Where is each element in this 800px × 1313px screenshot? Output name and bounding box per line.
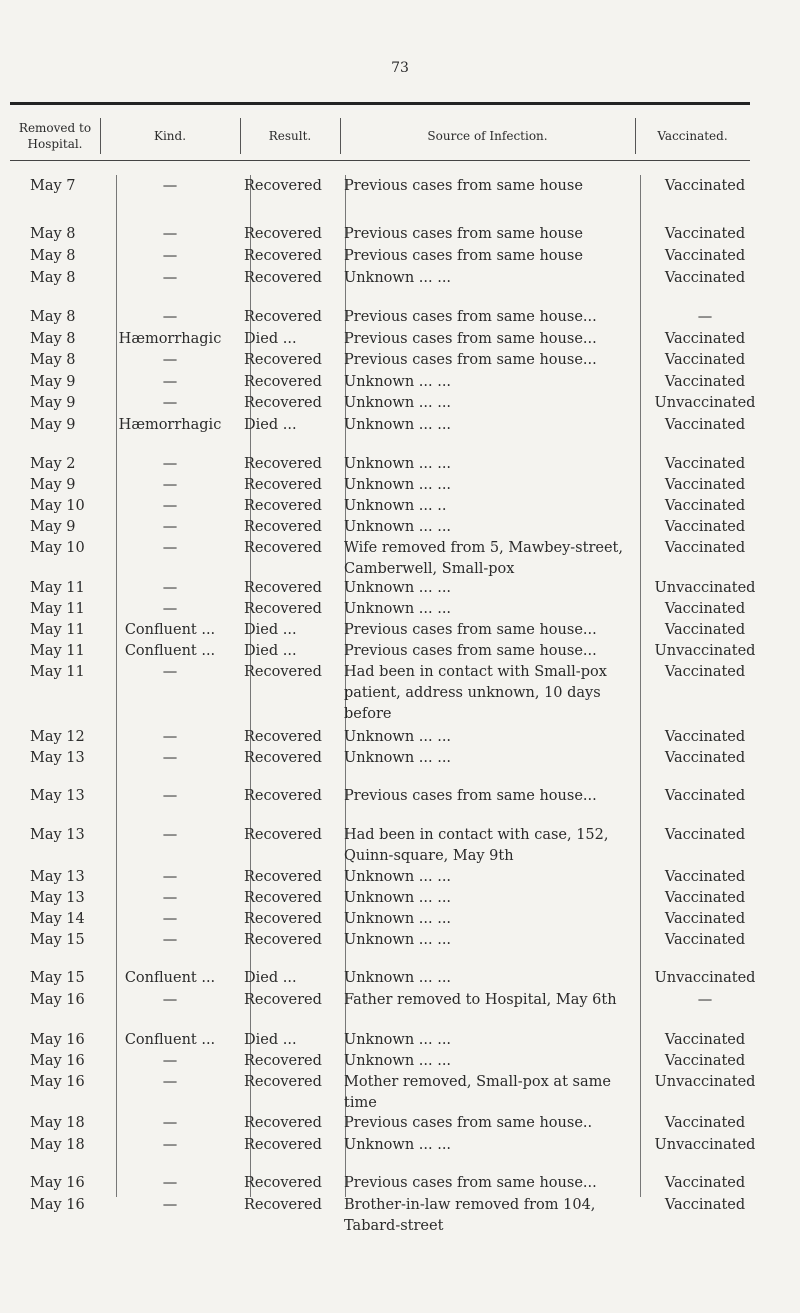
header-removed: Removed to Hospital. bbox=[10, 118, 101, 154]
source-cell: Unknown ... ... bbox=[344, 890, 452, 906]
header-kind: Kind. bbox=[100, 118, 241, 154]
source-cell: Previous cases from same house... bbox=[344, 622, 597, 638]
vaccinated-cell: Vaccinated bbox=[664, 622, 746, 638]
kind-cell: — bbox=[162, 788, 178, 804]
vaccinated-cell: Vaccinated bbox=[664, 519, 746, 535]
vaccinated-cell: Vaccinated bbox=[664, 911, 746, 927]
header-vaccinated: Vaccinated. bbox=[657, 129, 728, 143]
result-cell: Recovered bbox=[244, 580, 322, 596]
vaccinated-cell: Vaccinated bbox=[664, 178, 746, 194]
result-cell: Recovered bbox=[244, 1197, 322, 1213]
vaccinated-cell: Vaccinated bbox=[664, 788, 746, 804]
kind-cell: — bbox=[162, 540, 178, 556]
removed-date: May 14 bbox=[30, 911, 85, 927]
vaccinated-cell: Vaccinated bbox=[664, 1115, 746, 1131]
source-cell: Unknown ... ... bbox=[344, 601, 452, 617]
result-cell: Recovered bbox=[244, 869, 322, 885]
vaccinated-cell: Unvaccinated bbox=[654, 1137, 756, 1153]
result-cell: Died ... bbox=[244, 331, 297, 347]
kind-cell: — bbox=[162, 374, 178, 390]
source-cell: Previous cases from same house bbox=[344, 226, 583, 242]
source-cell: Previous cases from same house... bbox=[344, 309, 597, 325]
header-result: Result. bbox=[240, 118, 341, 154]
removed-date: May 9 bbox=[30, 374, 76, 390]
removed-date: May 9 bbox=[30, 477, 76, 493]
result-cell: Recovered bbox=[244, 456, 322, 472]
kind-cell: — bbox=[162, 992, 178, 1008]
removed-date: May 9 bbox=[30, 417, 76, 433]
page-number: 73 bbox=[391, 60, 409, 76]
removed-date: May 16 bbox=[30, 1175, 85, 1191]
result-cell: Recovered bbox=[244, 932, 322, 948]
vaccinated-cell: Unvaccinated bbox=[654, 970, 756, 986]
source-cell: Previous cases from same house bbox=[344, 178, 583, 194]
vaccinated-cell: Vaccinated bbox=[664, 498, 746, 514]
result-cell: Died ... bbox=[244, 1032, 297, 1048]
result-cell: Recovered bbox=[244, 1053, 322, 1069]
table-header bbox=[10, 112, 750, 161]
removed-date: May 11 bbox=[30, 601, 85, 617]
kind-cell: — bbox=[162, 580, 178, 596]
removed-date: May 16 bbox=[30, 992, 85, 1008]
vaccinated-cell: Vaccinated bbox=[664, 1032, 746, 1048]
kind-cell: — bbox=[162, 395, 178, 411]
source-cell: Previous cases from same house... bbox=[344, 788, 597, 804]
kind-cell: — bbox=[162, 911, 178, 927]
vaccinated-cell: — bbox=[697, 309, 713, 325]
result-cell: Recovered bbox=[244, 750, 322, 766]
result-cell: Recovered bbox=[244, 248, 322, 264]
vaccinated-cell: Vaccinated bbox=[664, 664, 746, 680]
removed-date: May 16 bbox=[30, 1197, 85, 1213]
removed-date: May 8 bbox=[30, 226, 76, 242]
removed-date: May 10 bbox=[30, 498, 85, 514]
result-cell: Died ... bbox=[244, 643, 297, 659]
removed-date: May 13 bbox=[30, 890, 85, 906]
removed-date: May 7 bbox=[30, 178, 76, 194]
source-cell: Brother-in-law removed from 104, Tabard-street bbox=[344, 1197, 596, 1234]
result-cell: Recovered bbox=[244, 890, 322, 906]
kind-cell: — bbox=[162, 827, 178, 843]
kind-cell: — bbox=[162, 890, 178, 906]
kind-cell: — bbox=[162, 456, 178, 472]
result-cell: Recovered bbox=[244, 270, 322, 286]
kind-cell: — bbox=[162, 729, 178, 745]
kind-cell: Hæmorrhagic bbox=[118, 331, 222, 347]
kind-cell: — bbox=[162, 1074, 178, 1090]
source-cell: Had been in contact with case, 152, Quinn-square, May 9th bbox=[344, 827, 609, 864]
vaccinated-cell: Vaccinated bbox=[664, 750, 746, 766]
source-cell: Previous cases from same house.. bbox=[344, 1115, 593, 1131]
result-cell: Died ... bbox=[244, 622, 297, 638]
vaccinated-cell: Vaccinated bbox=[664, 869, 746, 885]
source-cell: Previous cases from same house... bbox=[344, 1175, 597, 1191]
removed-date: May 12 bbox=[30, 729, 85, 745]
removed-date: May 16 bbox=[30, 1074, 85, 1090]
removed-date: May 8 bbox=[30, 270, 76, 286]
result-cell: Died ... bbox=[244, 970, 297, 986]
kind-cell: — bbox=[162, 1137, 178, 1153]
vaccinated-cell: Vaccinated bbox=[664, 352, 746, 368]
result-cell: Recovered bbox=[244, 477, 322, 493]
kind-cell: — bbox=[162, 178, 178, 194]
header-source: Source of Infection. bbox=[340, 118, 636, 154]
kind-cell: — bbox=[162, 1175, 178, 1191]
source-cell: Unknown ... ... bbox=[344, 1053, 452, 1069]
top-rule bbox=[10, 102, 750, 105]
kind-cell: — bbox=[162, 498, 178, 514]
vaccinated-cell: Vaccinated bbox=[664, 248, 746, 264]
vaccinated-cell: Vaccinated bbox=[664, 456, 746, 472]
removed-date: May 16 bbox=[30, 1032, 85, 1048]
result-cell: Recovered bbox=[244, 1175, 322, 1191]
source-cell: Unknown ... ... bbox=[344, 374, 452, 390]
kind-cell: — bbox=[162, 932, 178, 948]
vaccinated-cell: Vaccinated bbox=[664, 827, 746, 843]
result-cell: Recovered bbox=[244, 519, 322, 535]
kind-cell: — bbox=[162, 226, 178, 242]
result-cell: Recovered bbox=[244, 1115, 322, 1131]
source-cell: Unknown ... ... bbox=[344, 417, 452, 433]
vaccinated-cell: Vaccinated bbox=[664, 540, 746, 556]
source-cell: Unknown ... .. bbox=[344, 498, 447, 514]
removed-date: May 10 bbox=[30, 540, 85, 556]
result-cell: Recovered bbox=[244, 309, 322, 325]
kind-cell: — bbox=[162, 248, 178, 264]
source-cell: Unknown ... ... bbox=[344, 519, 452, 535]
result-cell: Recovered bbox=[244, 374, 322, 390]
removed-date: May 8 bbox=[30, 331, 76, 347]
source-cell: Unknown ... ... bbox=[344, 932, 452, 948]
result-cell: Recovered bbox=[244, 601, 322, 617]
result-cell: Recovered bbox=[244, 395, 322, 411]
result-cell: Recovered bbox=[244, 1137, 322, 1153]
source-cell: Wife removed from 5, Mawbey-street, Camberwell, Small-pox bbox=[344, 540, 623, 577]
removed-date: May 18 bbox=[30, 1115, 85, 1131]
vaccinated-cell: Unvaccinated bbox=[654, 643, 756, 659]
kind-cell: — bbox=[162, 750, 178, 766]
source-cell: Unknown ... ... bbox=[344, 729, 452, 745]
removed-date: May 11 bbox=[30, 580, 85, 596]
source-cell: Previous cases from same house... bbox=[344, 643, 597, 659]
vaccinated-cell: Unvaccinated bbox=[654, 580, 756, 596]
removed-date: May 13 bbox=[30, 869, 85, 885]
vaccinated-cell: Unvaccinated bbox=[654, 1074, 756, 1090]
result-cell: Recovered bbox=[244, 664, 322, 680]
vaccinated-cell: Vaccinated bbox=[664, 729, 746, 745]
kind-cell: — bbox=[162, 352, 178, 368]
vaccinated-cell: — bbox=[697, 992, 713, 1008]
source-cell: Unknown ... ... bbox=[344, 1137, 452, 1153]
removed-date: May 11 bbox=[30, 664, 85, 680]
removed-date: May 9 bbox=[30, 395, 76, 411]
removed-date: May 11 bbox=[30, 643, 85, 659]
kind-cell: Confluent ... bbox=[124, 622, 216, 638]
vaccinated-cell: Vaccinated bbox=[664, 1053, 746, 1069]
source-cell: Previous cases from same house bbox=[344, 248, 583, 264]
result-cell: Recovered bbox=[244, 788, 322, 804]
vaccinated-cell: Unvaccinated bbox=[654, 395, 756, 411]
source-cell: Mother removed, Small-pox at same time bbox=[344, 1074, 611, 1111]
vaccinated-cell: Vaccinated bbox=[664, 477, 746, 493]
source-cell: Unknown ... ... bbox=[344, 477, 452, 493]
vaccinated-cell: Vaccinated bbox=[664, 890, 746, 906]
source-cell: Unknown ... ... bbox=[344, 270, 452, 286]
vaccinated-cell: Vaccinated bbox=[664, 270, 746, 286]
kind-cell: — bbox=[162, 270, 178, 286]
removed-date: May 8 bbox=[30, 248, 76, 264]
result-cell: Recovered bbox=[244, 827, 322, 843]
result-cell: Died ... bbox=[244, 417, 297, 433]
kind-cell: — bbox=[162, 1053, 178, 1069]
vaccinated-cell: Vaccinated bbox=[664, 932, 746, 948]
removed-date: May 11 bbox=[30, 622, 85, 638]
result-cell: Recovered bbox=[244, 178, 322, 194]
removed-date: May 2 bbox=[30, 456, 76, 472]
source-cell: Unknown ... ... bbox=[344, 1032, 452, 1048]
source-cell: Unknown ... ... bbox=[344, 869, 452, 885]
vaccinated-cell: Vaccinated bbox=[664, 1197, 746, 1213]
vaccinated-cell: Vaccinated bbox=[664, 601, 746, 617]
kind-cell: — bbox=[162, 309, 178, 325]
removed-date: May 13 bbox=[30, 827, 85, 843]
kind-cell: — bbox=[162, 869, 178, 885]
vaccinated-cell: Vaccinated bbox=[664, 331, 746, 347]
source-cell: Previous cases from same house... bbox=[344, 331, 597, 347]
source-cell: Unknown ... ... bbox=[344, 580, 452, 596]
source-cell: Unknown ... ... bbox=[344, 456, 452, 472]
removed-date: May 15 bbox=[30, 970, 85, 986]
kind-cell: — bbox=[162, 519, 178, 535]
kind-cell: Confluent ... bbox=[124, 970, 216, 986]
result-cell: Recovered bbox=[244, 729, 322, 745]
removed-date: May 9 bbox=[30, 519, 76, 535]
kind-cell: Confluent ... bbox=[124, 643, 216, 659]
source-cell: Father removed to Hospital, May 6th bbox=[344, 992, 617, 1008]
vaccinated-cell: Vaccinated bbox=[664, 417, 746, 433]
removed-date: May 13 bbox=[30, 788, 85, 804]
source-cell: Had been in contact with Small-pox patient, address unknown, 10 days before bbox=[344, 664, 607, 722]
removed-date: May 8 bbox=[30, 352, 76, 368]
kind-cell: Hæmorrhagic bbox=[118, 417, 222, 433]
vaccinated-cell: Vaccinated bbox=[664, 1175, 746, 1191]
removed-date: May 13 bbox=[30, 750, 85, 766]
source-cell: Unknown ... ... bbox=[344, 750, 452, 766]
result-cell: Recovered bbox=[244, 498, 322, 514]
vaccinated-cell: Vaccinated bbox=[664, 226, 746, 242]
vaccinated-cell: Vaccinated bbox=[664, 374, 746, 390]
result-cell: Recovered bbox=[244, 1074, 322, 1090]
kind-cell: — bbox=[162, 1115, 178, 1131]
source-cell: Unknown ... ... bbox=[344, 911, 452, 927]
source-cell: Unknown ... ... bbox=[344, 970, 452, 986]
removed-date: May 16 bbox=[30, 1053, 85, 1069]
removed-date: May 8 bbox=[30, 309, 76, 325]
kind-cell: — bbox=[162, 664, 178, 680]
removed-date: May 15 bbox=[30, 932, 85, 948]
result-cell: Recovered bbox=[244, 352, 322, 368]
kind-cell: — bbox=[162, 477, 178, 493]
kind-cell: — bbox=[162, 1197, 178, 1213]
result-cell: Recovered bbox=[244, 226, 322, 242]
result-cell: Recovered bbox=[244, 992, 322, 1008]
kind-cell: — bbox=[162, 601, 178, 617]
source-cell: Previous cases from same house... bbox=[344, 352, 597, 368]
removed-date: May 18 bbox=[30, 1137, 85, 1153]
source-cell: Unknown ... ... bbox=[344, 395, 452, 411]
kind-cell: Confluent ... bbox=[124, 1032, 216, 1048]
result-cell: Recovered bbox=[244, 540, 322, 556]
result-cell: Recovered bbox=[244, 911, 322, 927]
